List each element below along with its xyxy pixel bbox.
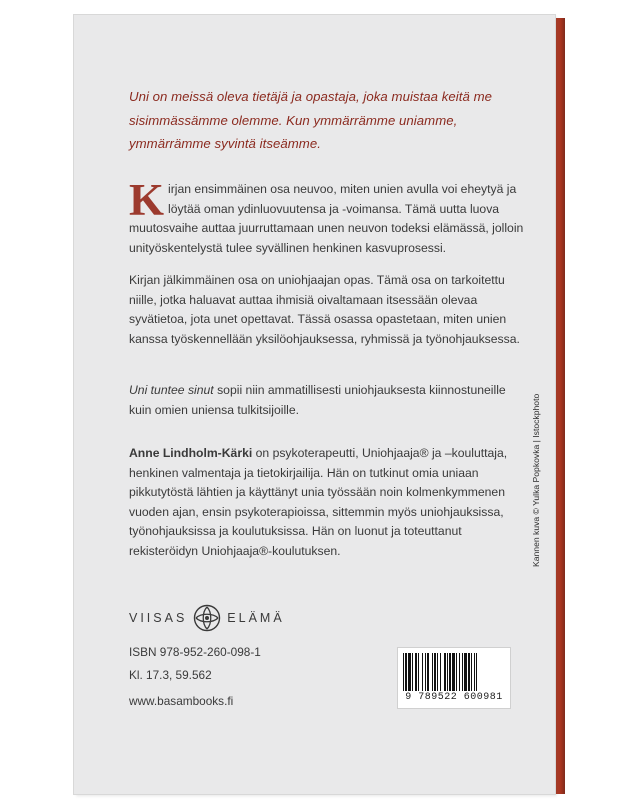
ornamental-circle-icon xyxy=(193,604,221,632)
author-name: Anne Lindholm-Kärki xyxy=(129,446,253,460)
photo-credit: Kannen kuva © Yulka Popkovka | Istockphoto xyxy=(531,393,541,567)
second-paragraph: Kirjan jälkimmäinen osa on uniohjaajan opas. Tämä osa on tarkoitettu niille, jotka haluavat auttaa ihmisiä oivaltamaan itsessään olevaa syvätietoa, jota unet opettavat. Tässä osassa opastetaan, miten unien kanssa työskennellään yksilöohjauksessa, ryhmissä ja työnohjauksessa. xyxy=(129,273,520,346)
isbn-text: ISBN 978-952-260-098-1 xyxy=(129,645,261,659)
third-paragraph-text: sopii niin ammatillisesti uniohjauksesta kiinnostuneille kuin omien uniensa tulkitsijoille. xyxy=(129,383,506,417)
intro-text: irjan ensimmäinen osa neuvoo, miten unien avulla voi eheytyä ja löytää oman ydinluovuutensa ja -voimansa. Tämä uutta luova muutosvaihe auttaa juurruttamaan unen neuvon todeksi elämässä, jolloin unityöskentelystä tulee syvällinen henkinen kasvuprosessi. xyxy=(129,182,524,255)
barcode-bars-icon xyxy=(403,653,505,691)
publisher-word-left: VIISAS xyxy=(129,611,188,625)
barcode-number: 9 789522 600981 xyxy=(405,692,503,703)
classification-text: Kl. 17.3, 59.562 xyxy=(129,668,212,682)
book-title-inline: Uni tuntee sinut xyxy=(129,383,214,397)
author-bio-text: on psykoterapeutti, Uniohjaaja® ja –kouluttaja, henkinen valmentaja ja tietokirjailija. Hän on tutkinut omia uniaan pikkutytöstä lähtien ja käyttänyt unia työssään noin kolmenkymmenen vuoden ajan, ensin psykoterapioissa, sittemmin myös uniohjauksissa, työnohjauksissa ja koulutuksissa. Hän on luonut ja toteuttanut rekisteröidyn Uniohjaaja®-koulutuksen. xyxy=(129,446,508,558)
publisher-website: www.basambooks.fi xyxy=(129,694,234,708)
intro-paragraph xyxy=(129,175,529,258)
author-bio xyxy=(129,444,529,561)
publisher-logo xyxy=(129,603,285,633)
publisher-word-right: ELÄMÄ xyxy=(227,611,285,625)
cover-quote: Uni on meissä oleva tietäjä ja opastaja, joka muistaa keitä me sisimmässämme olemme. Kun ymmärrämme uniamme, ymmärrämme syvintä itseämme. xyxy=(129,89,493,152)
drop-cap: K xyxy=(129,175,165,225)
barcode xyxy=(397,647,511,709)
third-paragraph xyxy=(129,381,529,420)
